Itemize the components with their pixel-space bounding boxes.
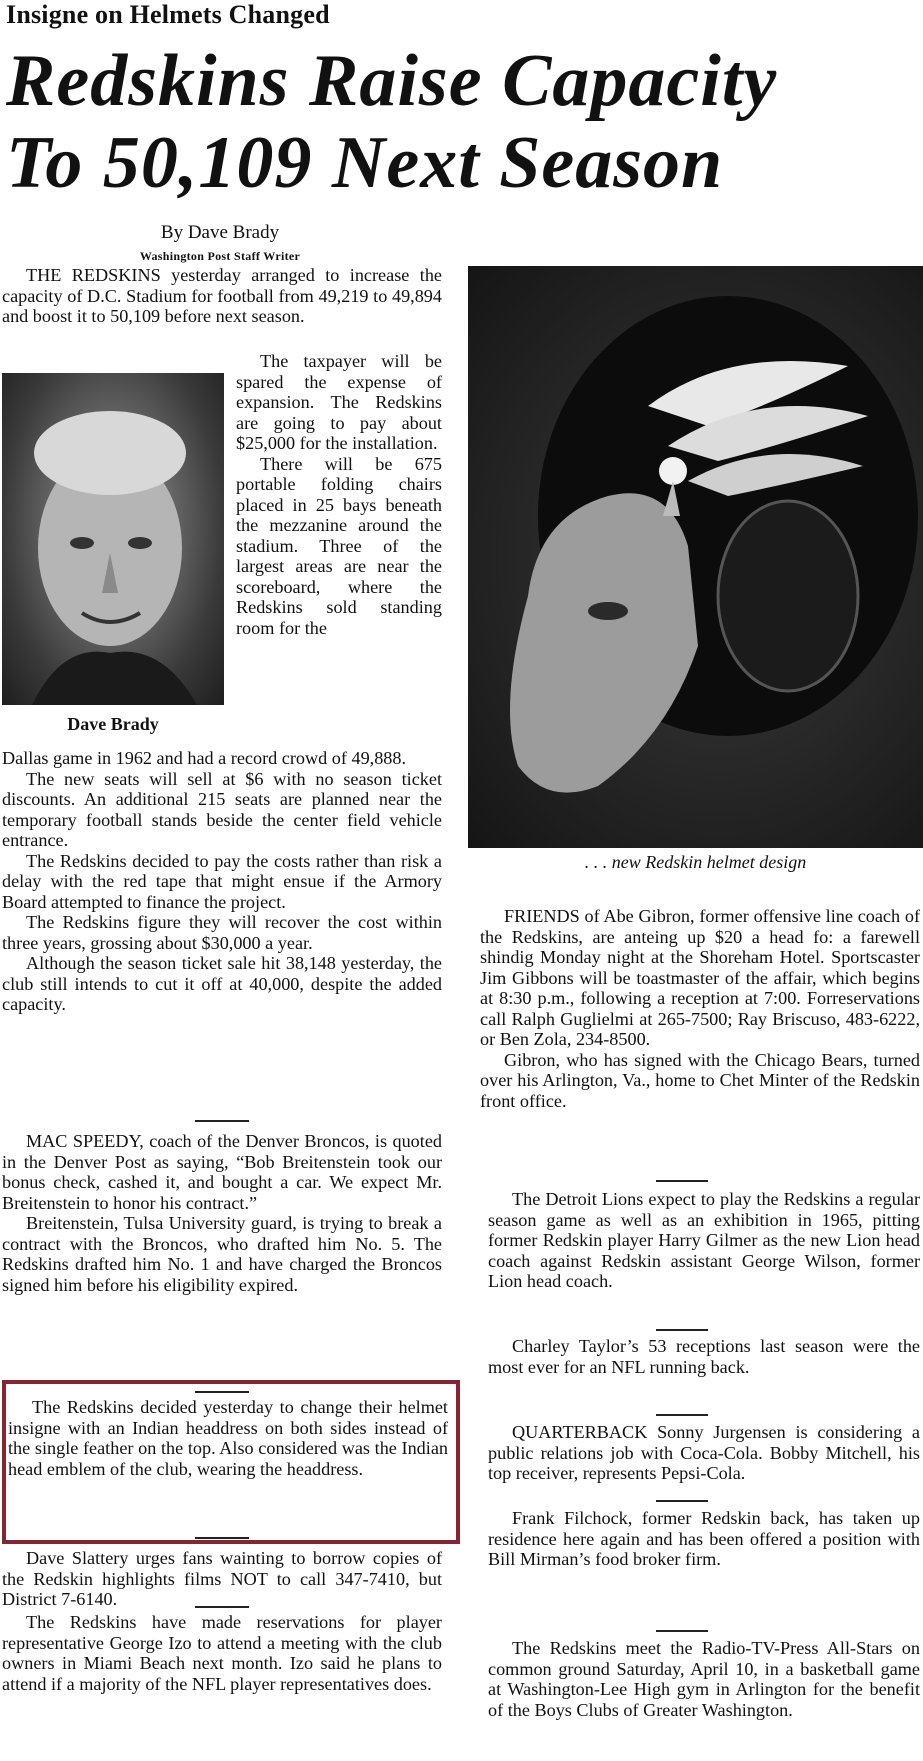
left-column-text-4 [2,1612,442,1694]
section-divider [195,1606,249,1608]
paragraph-new-seats: The new seats will sell at $6 with no season ticket discounts. An additional 215 seats are planned near the temporary football stands beside the center field vehicle entrance. [2,768,442,850]
section-divider [195,1537,249,1539]
paragraph-gibron-signed: Gibron, who has signed with the Chicago Bears, turned over his Arlington, Va., home to Chet Minter of the Redskin front office. [480,1049,920,1111]
helmet-illustration [468,266,923,848]
right-column-text-4 [488,1422,920,1484]
right-column-text-2 [488,1189,920,1292]
paragraph-gibron-friends: FRIENDS of Abe Gibron, former offensive line coach of the Redskins, are anteing up $20 a head fo: a farewell shindig Monday night at the Shoreham Hotel. Sportscaster Jim Gibbons will be toastmaster of the affair, which begins at 8:30 p.m., following a reception at 7:00. Forreservations call Ralph Guglielmi at 265-7500; Ray Briscuso, 483-6222, or Ben Zola, 234-8500. [480,906,920,1049]
section-divider [656,1500,708,1502]
main-headline [6,40,916,204]
helmet-caption: . . . new Redskin helmet design [584,852,807,872]
section-divider [656,1329,708,1331]
paragraph-charley-taylor: Charley Taylor’s 53 receptions last season were the most ever for an NFL running back. [488,1336,920,1377]
lead-paragraph-block [2,265,442,327]
portrait-face-illustration [2,373,224,705]
right-column-text-6 [488,1638,920,1720]
byline-affiliation: Washington Post Staff Writer [139,249,301,263]
kicker-headline: Insigne on Helmets Changed [6,0,330,29]
left-column-text-2 [2,1131,442,1295]
left-column-text-3 [2,1548,442,1610]
right-column-text-5 [488,1508,920,1570]
lead-paragraph: THE REDSKINS yesterday arranged to increase the capacity of D.C. Stadium for football from 49,219 to 49,894 and boost it to 50,109 before next season. [2,265,442,326]
paragraph-breitenstein: Breitenstein, Tulsa University guard, is trying to break a contract with the Broncos, who drafted him No. 5. The Redskins drafted him No. 1 and have charged the Broncos signed him before his eligibility expired. [2,1213,442,1295]
paragraph-costs: The Redskins decided to pay the costs rather than risk a delay with the red tape that might ensue if the Armory Board attempted to finance the project. [2,850,442,912]
helmet-photo [468,266,923,848]
paragraph-jurgensen: QUARTERBACK Sonny Jurgensen is considering a public relations job with Coca-Cola. Bobby Mitchell, his top receiver, represents Pepsi-Cola. [488,1422,920,1483]
paragraph-izo: The Redskins have made reservations for player representative George Izo to attend a meeting with the club owners in Miami Beach next month. Izo said he plans to attend if a majority of the NFL player representatives does. [2,1612,442,1694]
paragraph-675-continued: Dallas game in 1962 and had a record crowd of 49,888. [2,748,407,768]
beside-portrait-text [236,351,442,638]
paragraph-slattery: Dave Slattery urges fans wainting to borrow copies of the Redskin highlights films NOT to call 347-7410, but District 7-6140. [2,1548,442,1609]
paragraph-detroit-lions: The Detroit Lions expect to play the Redskins a regular season game as well as an exhibition in 1965, pitting former Redskin player Harry Gilmer as the new Lion head coach against Redskin assistant George Wilson, former Lion head coach. [488,1189,920,1291]
paragraph-season-ticket: Although the season ticket sale hit 38,148 yesterday, the club still intends to cut it off at 40,000, despite the added capacity. [2,953,442,1014]
paragraph-675-chairs: There will be 675 portable folding chairs placed in 25 bays beneath the mezzanine around the stadium. Three of the largest areas are near the scoreboard, where the Redskins sold standing room for the [236,453,442,638]
right-column-text [480,906,920,1111]
headline-line-2: To 50,109 Next Season [6,122,724,204]
section-divider [195,1391,249,1393]
paragraph-taxpayer: The taxpayer will be spared the expense of expansion. The Redskins are going to pay about $25,000 for the installation. [236,351,442,453]
byline: By Dave Brady [160,222,280,243]
section-divider [656,1180,708,1182]
section-divider [656,1414,708,1416]
right-column-text-3 [488,1336,920,1377]
portrait-caption: Dave Brady [67,714,159,734]
section-divider [195,1120,249,1122]
left-column-text [2,748,442,1015]
paragraph-filchock: Frank Filchock, former Redskin back, has taken up residence here again and has been offered a position with Bill Mirman’s food broker firm. [488,1508,920,1569]
paragraph-mac-speedy: MAC SPEEDY, coach of the Denver Broncos, is quoted in the Denver Post as saying, “Bob Breitenstein took our bonus check, cashed it, and bought a car. We expect Mr. Breitenstein to honor his contract.” [2,1131,442,1213]
headline-line-1: Redskins Raise Capacity [6,40,778,122]
paragraph-all-stars: The Redskins meet the Radio-TV-Press All-Stars on common ground Saturday, April 10, in a basketball game at Washington-Lee High gym in Arlington for the benefit of the Boys Clubs of Greater Washington. [488,1638,920,1720]
paragraph-helmet-insigne: The Redskins decided yesterday to change their helmet insigne with an Indian headdress on both sides instead of the single feather on the top. Also considered was the Indian head emblem of the club, wearing the headdress. [8,1397,448,1479]
section-divider [656,1630,708,1632]
paragraph-recover: The Redskins figure they will recover the cost within three years, grossing about $30,000 a year. [2,912,442,953]
helmet-paragraph-block [8,1397,448,1479]
portrait-photo [2,373,224,705]
